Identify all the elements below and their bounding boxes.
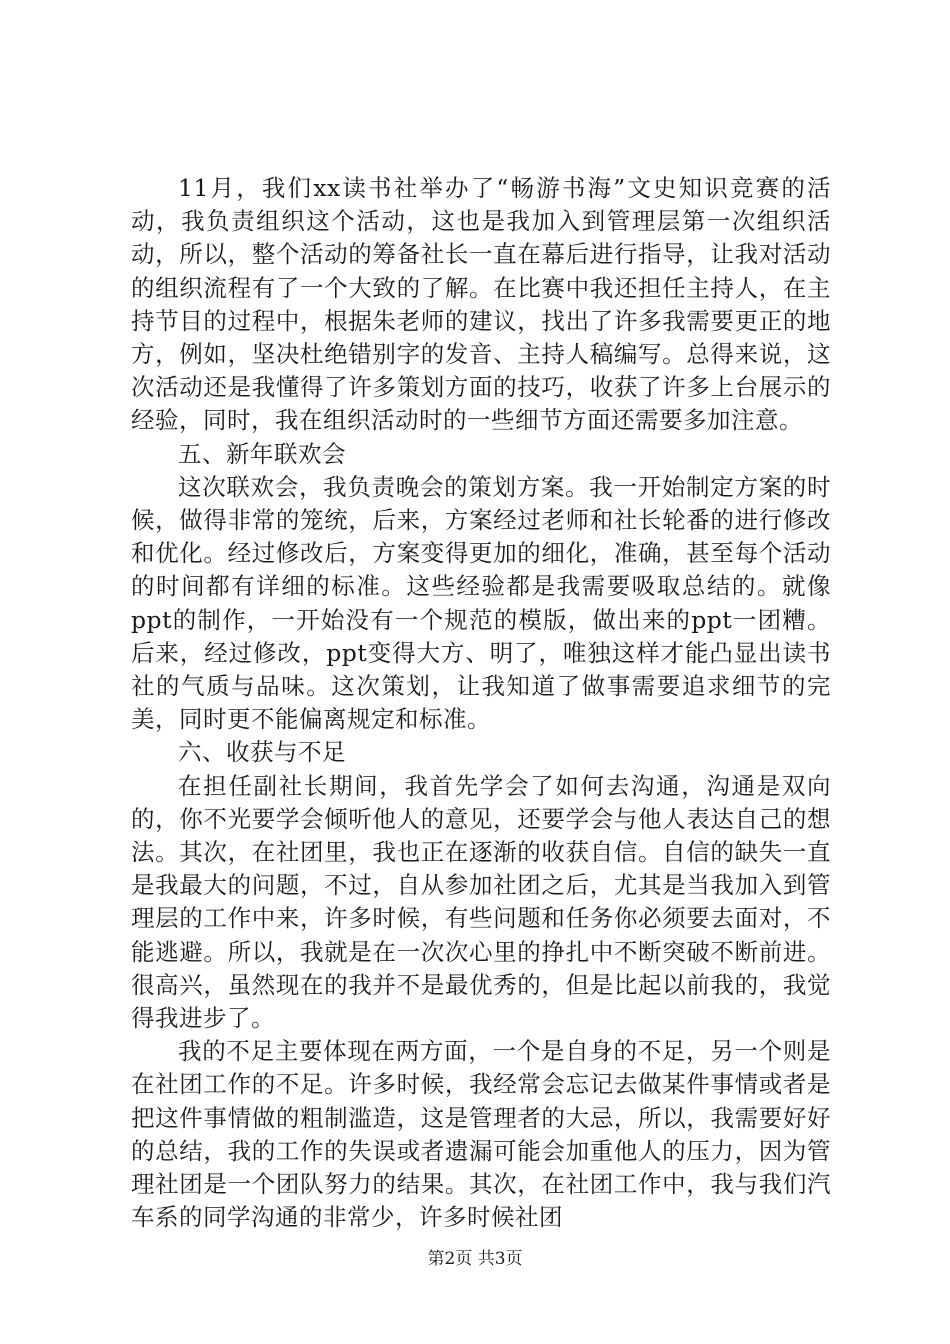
section-heading-gains-shortcomings: 六、收获与不足 — [178, 738, 346, 767]
paragraph-competition: 11月，我们xx读书社举办了“畅游书海”文史知识竞赛的活动，我负责组织这个活动，这也是我加入到管理层第一次组织活动，所以，整个活动的筹备社长一直在幕后进行指导，让我对活动的组织流程有了一个大致的了解。在比赛中我还担任主持人，在主持节目的过程中，根据朱老师的建议，找出了许多我需要更正的地方，例如，坚决杜绝错别字的发音、主持人稿编写。总得来说，这次活动还是我懂得了许多策划方面的技巧，收获了许多上台展示的经验，同时，我在组织活动时的一些细节方面还需要多加注意。 — [131, 174, 831, 435]
page-number-footer: 第2页 共3页 — [427, 1249, 523, 1269]
paragraph-new-year-party: 这次联欢会，我负责晚会的策划方案。我一开始制定方案的时候，做得非常的笼统，后来，方案经过老师和社长轮番的进行修改和优化。经过修改后，方案变得更加的细化，准确，甚至每个活动的时间都有详细的标准。这些经验都是我需要吸取总结的。就像ppt的制作，一开始没有一个规范的模版，做出来的ppt一团糟。后来，经过修改，ppt变得大方、明了，唯独这样才能凸显出读书社的气质与品味。这次策划，让我知道了做事需要追求细节的完美，同时更不能偏离规定和标准。 — [131, 472, 831, 734]
document-body — [131, 172, 831, 1235]
paragraph-shortcomings: 我的不足主要体现在两方面，一个是自身的不足，另一个则是在社团工作的不足。许多时候，我经常会忘记去做某件事情或者是把这件事情做的粗制滥造，这是管理者的大忌，所以，我需要好好的总结，我的工作的失误或者遗漏可能会加重他人的压力，因为管理社团是一个团队努力的结果。其次，在社团工作中，我与我们汽车系的同学沟通的非常少，许多时候社团 — [131, 1037, 831, 1232]
section-heading-new-year-party: 五、新年联欢会 — [178, 439, 346, 468]
paragraph-gains: 在担任副社长期间，我首先学会了如何去沟通，沟通是双向的，你不光要学会倾听他人的意见，还要学会与他人表达自己的想法。其次，在社团里，我也正在逐渐的收获自信。自信的缺失一直是我最大的问题，不过，自从参加社团之后，尤其是当我加入到管理层的工作中来，许多时候，有些问题和任务你必须要去面对，不能逃避。所以，我就是在一次次心里的挣扎中不断突破不断前进。很高兴，虽然现在的我并不是最优秀的，但是比起以前我的，我觉得我进步了。 — [131, 771, 831, 1033]
